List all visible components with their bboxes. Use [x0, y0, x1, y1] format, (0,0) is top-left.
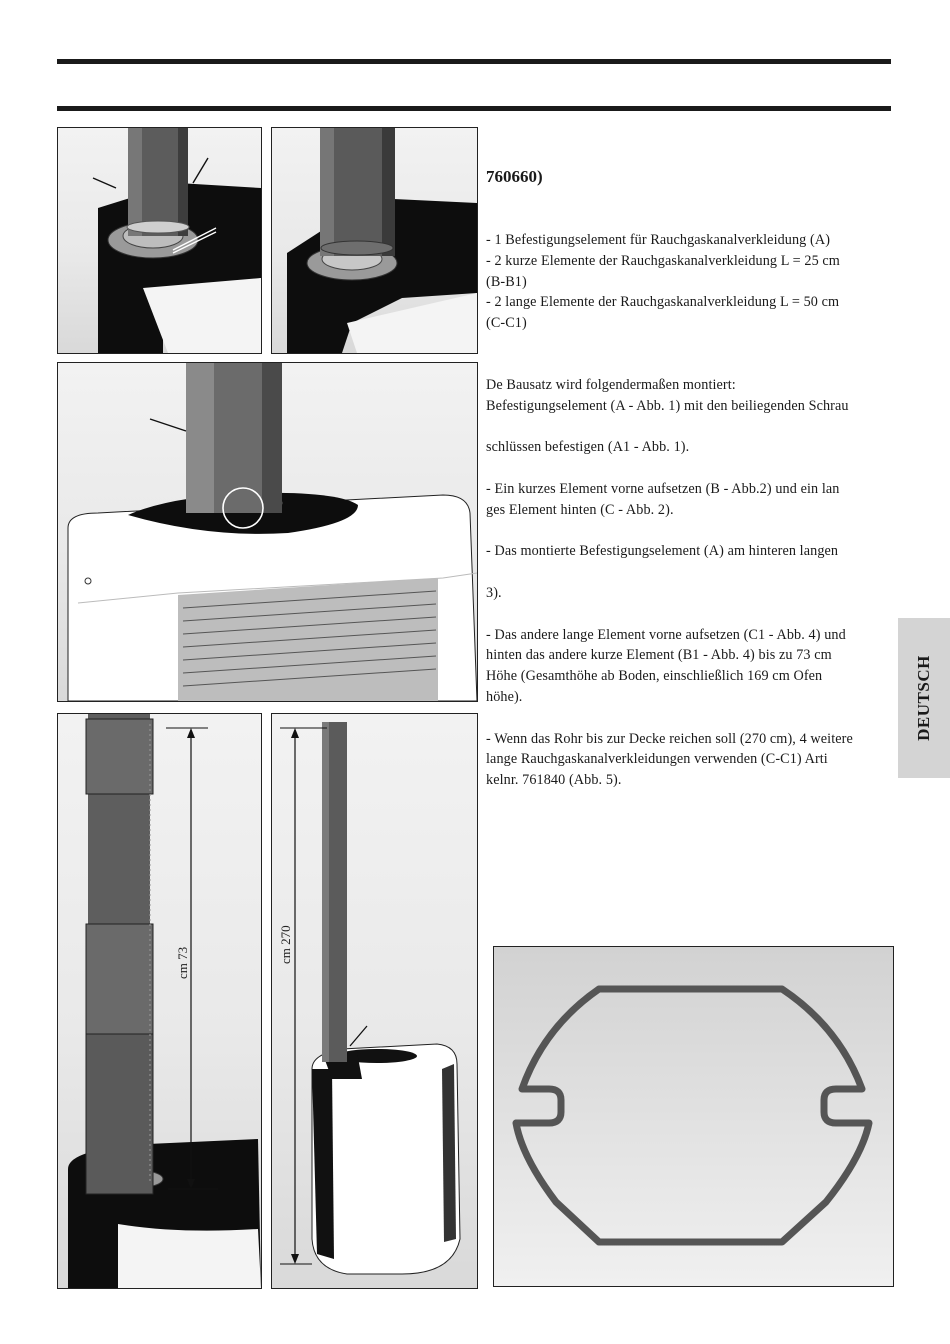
instruction-line: 3). — [486, 584, 502, 601]
instruction-line: lange Rauchgaskanalverkleidungen verwenden (C-C1) Arti — [486, 751, 828, 768]
header-rule-bottom — [57, 106, 891, 111]
figure-2-illustration — [272, 128, 477, 353]
figure-3-illustration — [58, 363, 477, 701]
header-rule-top — [57, 59, 891, 64]
instruction-line: kelnr. 761840 (Abb. 5). — [486, 772, 622, 789]
contents-line: - 2 lange Elemente der Rauchgaskanalverkleidung L = 50 cm — [486, 294, 840, 311]
dimension-label-270: cm 270 — [278, 925, 293, 964]
figure-3-collar-fastened — [57, 362, 478, 702]
figure-6-illustration — [494, 947, 893, 1286]
instruction-line: Höhe (Gesamthöhe ab Boden, einschließlich 169 cm Ofen — [486, 668, 823, 685]
figure-1-illustration — [58, 128, 261, 353]
contents-line: - 1 Befestigungselement für Rauchgaskanalverkleidung (A) — [486, 232, 831, 248]
figure-5-270cm-assembly — [271, 713, 478, 1289]
contents-line: (C-C1) — [486, 315, 527, 332]
language-tab — [898, 618, 950, 778]
instruction-line: ges Element hinten (C - Abb. 2). — [486, 501, 674, 518]
figure-4-73cm-assembly — [57, 713, 262, 1289]
instruction-line: - Das montierte Befestigungselement (A) am hinteren langen — [486, 543, 839, 560]
assembly-instructions — [486, 375, 896, 791]
kit-contents-list — [486, 230, 896, 334]
figure-2-short-long-elements — [271, 127, 478, 354]
instruction-line: De Bausatz wird folgendermaßen montiert: — [486, 377, 736, 393]
dimension-label-73: cm 73 — [175, 946, 190, 979]
figure-5-illustration — [272, 714, 477, 1288]
contents-line: (B-B1) — [486, 273, 527, 290]
instruction-line: - Das andere lange Element vorne aufsetzen (C1 - Abb. 4) und — [486, 626, 846, 643]
contents-line: - 2 kurze Elemente der Rauchgaskanalverkleidung L = 25 cm — [486, 252, 840, 269]
figure-4-illustration — [58, 714, 261, 1288]
instruction-line: hinten das andere kurze Element (B1 - Abb. 4) bis zu 73 cm — [486, 647, 832, 664]
instruction-line: höhe). — [486, 688, 523, 705]
instruction-line: - Ein kurzes Element vorne aufsetzen (B - Abb.2) und ein lan — [486, 480, 840, 497]
figure-6-profile-cross-section — [493, 946, 894, 1287]
figure-1-collar-mounting — [57, 127, 262, 354]
instruction-line: Befestigungselement (A - Abb. 1) mit den beiliegenden Schrau — [486, 397, 849, 414]
kit-number-heading: 760660) — [486, 167, 543, 186]
instruction-line: schlüssen befestigen (A1 - Abb. 1). — [486, 439, 690, 456]
instruction-line: - Wenn das Rohr bis zur Decke reichen soll (270 cm), 4 weitere — [486, 730, 853, 747]
language-tab-label: DEUTSCH — [914, 655, 933, 741]
